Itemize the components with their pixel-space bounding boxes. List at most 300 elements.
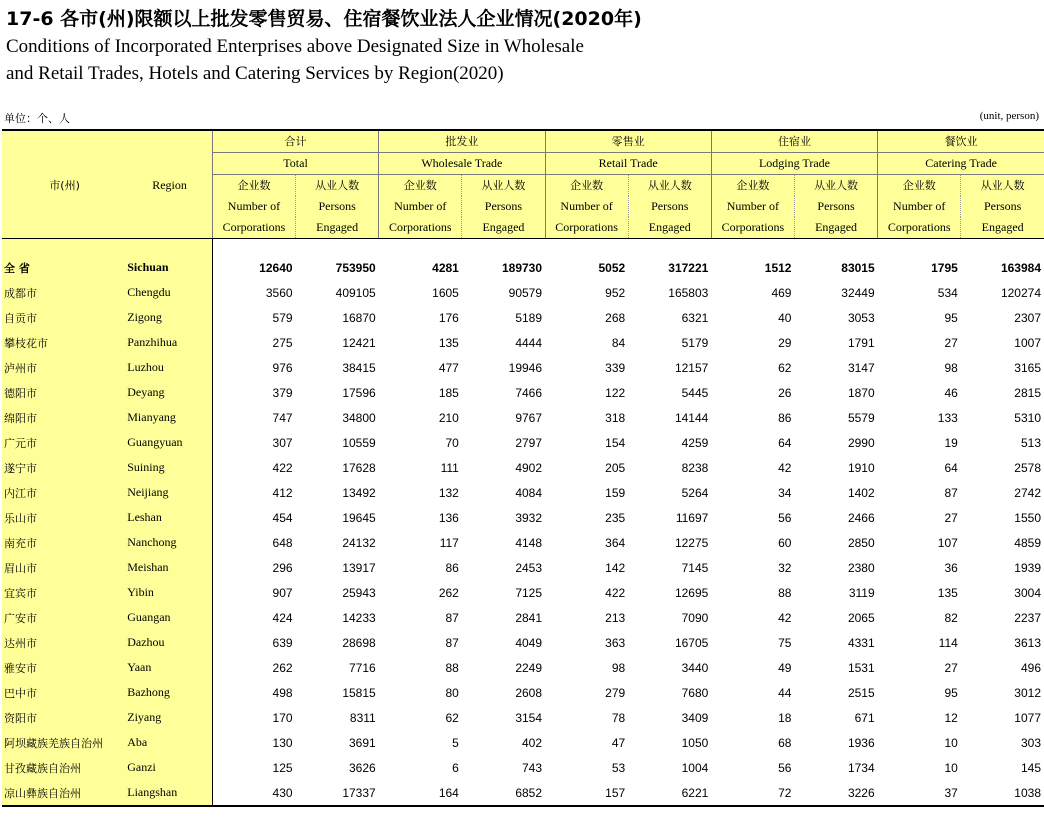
value-cell: 117 [439,535,459,550]
table-row [2,455,1044,480]
value-cell: 12421 [342,335,376,350]
value-cell: 176 [438,310,459,325]
value-cell: 1077 [1014,710,1041,725]
value-cell: 10559 [342,435,376,450]
value-cell: 46 [944,385,958,400]
subheader-corp-en1: Number of [379,196,462,217]
value-cell: 477 [438,360,459,375]
subheader-persons-cn: 从业人数 [628,175,711,197]
table-row [2,255,1044,280]
value-cell: 4902 [515,460,543,475]
value-cell: 98 [944,360,958,375]
subheader-corp-cn: 企业数 [212,175,295,197]
value-cell: 18 [778,710,792,725]
value-cell: 1550 [1014,510,1041,525]
value-cell: 235 [605,510,626,525]
value-cell: 163984 [1000,260,1041,275]
region-name-en: Zigong [127,305,212,330]
region-name-en: Suining [127,455,212,480]
value-cell: 1605 [432,285,459,300]
subheader-corp-cn: 企业数 [379,175,462,197]
value-cell: 498 [212,680,295,705]
value-cell: 62 [445,710,459,725]
value-cell: 19645 [342,510,376,525]
region-name-cn: 自贡市 [2,305,127,330]
group-header-wholesale-en: Wholesale Trade [379,153,545,175]
value-cell: 170 [212,705,295,730]
value-cell: 422 [212,455,295,480]
value-cell: 165803 [668,285,709,300]
value-cell: 80 [445,685,459,700]
value-cell: 5579 [847,410,875,425]
table-row [2,630,1044,655]
value-cell: 3626 [349,760,376,775]
value-cell: 2608 [515,685,543,700]
value-cell: 952 [605,285,626,300]
table-row [2,755,1044,780]
table-row [2,430,1044,455]
value-cell: 135 [438,335,459,350]
value-cell: 13917 [342,560,376,575]
value-cell: 454 [212,505,295,530]
table-row [2,705,1044,730]
value-cell: 3004 [1014,585,1041,600]
value-cell: 62 [778,360,792,375]
value-cell: 2237 [1014,610,1041,625]
value-cell: 2815 [1014,385,1041,400]
value-cell: 1734 [847,760,875,775]
group-header-catering-en: Catering Trade [878,153,1044,175]
region-name-en: Chengdu [127,280,212,305]
table-row [2,655,1044,680]
value-cell: 1402 [847,485,875,500]
value-cell: 262 [438,585,459,600]
value-cell: 4281 [432,260,459,275]
value-cell: 90579 [508,285,543,300]
region-name-en: Aba [127,730,212,755]
value-cell: 7680 [681,685,709,700]
value-cell: 2742 [1014,485,1041,500]
value-cell: 2841 [515,610,543,625]
subheader-persons-en2: Engaged [462,217,545,239]
subheader-persons-en1: Persons [961,196,1044,217]
value-cell: 5179 [681,335,709,350]
subheader-persons-en1: Persons [628,196,711,217]
value-cell: 279 [605,685,626,700]
value-cell: 157 [545,780,628,806]
subheader-persons-cn: 从业人数 [794,175,877,197]
region-name-en: Bazhong [127,680,212,705]
subheader-corp-cn: 企业数 [545,175,628,197]
value-cell: 1050 [681,735,709,750]
value-cell: 86 [778,410,792,425]
subheader-corp-en2: Corporations [545,217,628,239]
value-cell: 2380 [847,560,875,575]
value-cell: 7716 [349,660,376,675]
value-cell: 87 [944,485,958,500]
value-cell: 70 [445,435,459,450]
region-name-en: Panzhihua [127,330,212,355]
value-cell: 671 [854,710,875,725]
group-header-wholesale: 批发业 [379,130,545,153]
value-cell: 579 [212,305,295,330]
subheader-corp-en1: Number of [212,196,295,217]
region-name-en: Guangan [127,605,212,630]
value-cell: 98 [611,660,626,675]
group-header-catering: 餐饮业 [878,130,1044,153]
column-header-region: Region [127,175,212,197]
subheader-corp-cn: 企业数 [878,175,961,197]
value-cell: 47 [611,735,626,750]
value-cell: 42 [778,460,792,475]
value-cell: 4444 [515,335,543,350]
value-cell: 87 [445,635,459,650]
value-cell: 17628 [342,460,376,475]
value-cell: 185 [438,385,459,400]
value-cell: 75 [778,635,792,650]
value-cell: 56 [778,510,792,525]
value-cell: 34 [778,485,792,500]
value-cell: 3440 [681,660,709,675]
region-name-en: Liangshan [127,780,212,806]
value-cell: 307 [212,430,295,455]
value-cell: 1939 [1014,560,1041,575]
subheader-corp-cn: 企业数 [711,175,794,197]
value-cell: 37 [878,780,961,806]
value-cell: 78 [611,710,626,725]
value-cell: 14144 [674,410,709,425]
region-name-en: Mianyang [127,405,212,430]
value-cell: 296 [212,555,295,580]
value-cell: 5264 [681,485,709,500]
subheader-corp-en2: Corporations [878,217,961,239]
value-cell: 2466 [847,510,875,525]
page-title-en-line2: and Retail Trades, Hotels and Catering Services by Region(2020) [6,63,504,84]
value-cell: 88 [778,585,792,600]
value-cell: 5310 [1014,410,1041,425]
value-cell: 3691 [349,735,376,750]
subheader-persons-en2: Engaged [628,217,711,239]
value-cell: 2307 [1014,310,1041,325]
value-cell: 6 [452,760,459,775]
region-name-cn: 遂宁市 [2,455,127,480]
value-cell: 142 [605,560,626,575]
value-cell: 648 [212,530,295,555]
value-cell: 318 [605,410,626,425]
subheader-persons-en1: Persons [462,196,545,217]
value-cell: 364 [605,535,626,550]
value-cell: 42 [778,610,792,625]
table-row [2,355,1044,380]
value-cell: 3226 [794,780,877,806]
region-name-en: Neijiang [127,480,212,505]
value-cell: 12157 [674,360,709,375]
value-cell: 12695 [674,585,709,600]
value-cell: 8238 [681,460,709,475]
value-cell: 60 [778,535,792,550]
value-cell: 84 [611,335,626,350]
value-cell: 3119 [848,585,875,600]
value-cell: 1531 [847,660,875,675]
value-cell: 53 [611,760,626,775]
value-cell: 496 [1020,660,1041,675]
value-cell: 412 [212,480,295,505]
subheader-corp-en1: Number of [545,196,628,217]
region-name-cn: 乐山市 [2,505,127,530]
value-cell: 13492 [342,485,376,500]
value-cell: 132 [438,485,459,500]
value-cell: 363 [605,635,626,650]
value-cell: 4148 [515,535,543,550]
value-cell: 135 [937,585,958,600]
value-cell: 1936 [847,735,875,750]
value-cell: 16705 [674,635,709,650]
value-cell: 27 [944,660,958,675]
subheader-corp-en1: Number of [878,196,961,217]
region-name-cn: 绵阳市 [2,405,127,430]
value-cell: 6221 [628,780,711,806]
column-header-city: 市(州) [2,175,127,197]
subheader-persons-en2: Engaged [961,217,1044,239]
value-cell: 1007 [1014,335,1041,350]
value-cell: 11697 [675,510,709,525]
region-name-cn: 达州市 [2,630,127,655]
group-header-total: 合计 [212,130,378,153]
region-name-cn: 成都市 [2,280,127,305]
subheader-persons-en1: Persons [794,196,877,217]
value-cell: 64 [944,460,958,475]
value-cell: 4331 [847,635,875,650]
value-cell: 534 [937,285,958,300]
subheader-corp-en2: Corporations [379,217,462,239]
region-name-cn: 宜宾市 [2,580,127,605]
value-cell: 205 [605,460,626,475]
table-row [2,780,1044,806]
table-row [2,555,1044,580]
subheader-corp-en2: Corporations [212,217,295,239]
table-row [2,530,1044,555]
region-name-cn: 泸州市 [2,355,127,380]
value-cell: 9767 [515,410,543,425]
value-cell: 3613 [1014,635,1041,650]
table-row [2,305,1044,330]
value-cell: 2249 [515,660,543,675]
group-header-retail: 零售业 [545,130,711,153]
unit-label-en: (unit, person) [979,110,1039,122]
region-name-cn: 南充市 [2,530,127,555]
value-cell: 1512 [764,260,792,275]
value-cell: 83015 [841,260,875,275]
value-cell: 114 [938,635,958,650]
value-cell: 5189 [515,310,543,325]
value-cell: 189730 [501,260,543,275]
region-name-cn: 凉山彝族自治州 [2,780,127,806]
value-cell: 210 [438,410,459,425]
value-cell: 26 [778,385,792,400]
value-cell: 12640 [212,255,295,280]
value-cell: 12 [944,710,958,725]
subheader-persons-cn: 从业人数 [462,175,545,197]
value-cell: 2578 [1014,460,1041,475]
value-cell: 7466 [515,385,543,400]
group-header-lodging-en: Lodging Trade [711,153,877,175]
value-cell: 268 [605,310,626,325]
region-name-en: Yibin [127,580,212,605]
value-cell: 12275 [674,535,709,550]
region-name-cn: 攀枝花市 [2,330,127,355]
value-cell: 10 [944,735,958,750]
value-cell: 32 [778,560,792,575]
region-name-cn: 资阳市 [2,705,127,730]
value-cell: 2797 [515,435,543,450]
value-cell: 5 [452,735,459,750]
region-name-en: Meishan [127,555,212,580]
value-cell: 303 [1020,735,1041,750]
value-cell: 3012 [1014,685,1041,700]
value-cell: 3932 [515,510,543,525]
value-cell: 15815 [342,685,376,700]
value-cell: 107 [937,535,958,550]
value-cell: 24132 [342,535,376,550]
value-cell: 2990 [847,435,875,450]
value-cell: 3165 [1014,360,1041,375]
value-cell: 95 [944,310,958,325]
value-cell: 49 [778,660,792,675]
subheader-persons-en2: Engaged [794,217,877,239]
region-name-en: Guangyuan [127,430,212,455]
value-cell: 28698 [342,635,376,650]
value-cell: 159 [605,485,626,500]
value-cell: 422 [605,585,626,600]
table-row [2,730,1044,755]
value-cell: 154 [605,435,626,450]
value-cell: 44 [778,685,792,700]
table-header [2,130,1044,239]
value-cell: 19 [944,435,958,450]
value-cell: 32449 [841,285,875,300]
region-name-en: Nanchong [127,530,212,555]
value-cell: 262 [212,655,295,680]
value-cell: 2515 [847,685,875,700]
value-cell: 6321 [681,310,709,325]
value-cell: 7090 [681,610,709,625]
value-cell: 7145 [681,560,709,575]
region-name-cn: 阿坝藏族羌族自治州 [2,730,127,755]
value-cell: 27 [944,335,958,350]
value-cell: 25943 [342,585,376,600]
value-cell: 1910 [847,460,875,475]
table-row [2,505,1044,530]
value-cell: 19946 [508,360,543,375]
page-title-cn: 17-6 各市(州)限额以上批发零售贸易、住宿餐饮业法人企业情况(2020年) [6,8,642,30]
region-name-en: Ganzi [127,755,212,780]
value-cell: 339 [605,360,626,375]
region-name-cn: 广元市 [2,430,127,455]
value-cell: 3147 [847,360,875,375]
value-cell: 213 [605,610,626,625]
value-cell: 72 [711,780,794,806]
page-title-en-line1: Conditions of Incorporated Enterprises above Designated Size in Wholesale [6,36,584,57]
value-cell: 88 [445,660,459,675]
table-body [2,239,1044,807]
table-row [2,380,1044,405]
value-cell: 430 [212,780,295,806]
value-cell: 976 [212,355,295,380]
value-cell: 409105 [335,285,376,300]
value-cell: 1038 [961,780,1044,806]
value-cell: 3409 [681,710,709,725]
table-row [2,330,1044,355]
region-name-en: Ziyang [127,705,212,730]
value-cell: 2850 [847,535,875,550]
value-cell: 14233 [342,610,376,625]
value-cell: 402 [521,735,543,750]
region-name-cn: 内江市 [2,480,127,505]
value-cell: 36 [944,560,958,575]
table-row [2,280,1044,305]
region-name-cn: 雅安市 [2,655,127,680]
region-name-en: Deyang [127,380,212,405]
region-name-cn: 德阳市 [2,380,127,405]
value-cell: 56 [778,760,792,775]
region-name-en: Yaan [127,655,212,680]
value-cell: 907 [212,580,295,605]
value-cell: 29 [778,335,792,350]
value-cell: 86 [445,560,459,575]
region-name-en: Dazhou [127,630,212,655]
value-cell: 7125 [515,585,543,600]
subheader-corp-en2: Corporations [711,217,794,239]
region-name-cn: 甘孜藏族自治州 [2,755,127,780]
value-cell: 639 [212,630,295,655]
value-cell: 317221 [668,260,709,275]
value-cell: 743 [521,760,543,775]
value-cell: 4084 [515,485,543,500]
value-cell: 10 [944,760,958,775]
value-cell: 2453 [515,560,543,575]
table-row [2,580,1044,605]
value-cell: 8311 [349,710,376,725]
region-name-cn: 全 省 [2,255,127,280]
value-cell: 17596 [342,385,376,400]
value-cell: 1870 [847,385,875,400]
value-cell: 40 [778,310,792,325]
table-row [2,605,1044,630]
value-cell: 122 [605,385,626,400]
region-name-cn: 眉山市 [2,555,127,580]
value-cell: 4259 [681,435,709,450]
value-cell: 6852 [462,780,545,806]
value-cell: 3154 [515,710,543,725]
value-cell: 82 [944,610,958,625]
group-header-retail-en: Retail Trade [545,153,711,175]
subheader-persons-cn: 从业人数 [961,175,1044,197]
value-cell: 87 [445,610,459,625]
region-name-cn: 广安市 [2,605,127,630]
value-cell: 275 [212,330,295,355]
subheader-persons-en1: Persons [296,196,379,217]
value-cell: 753950 [335,260,376,275]
value-cell: 16870 [342,310,376,325]
value-cell: 513 [1020,435,1041,450]
value-cell: 4049 [515,635,543,650]
value-cell: 17337 [296,780,379,806]
value-cell: 5445 [681,385,709,400]
value-cell: 27 [944,510,958,525]
subheader-persons-cn: 从业人数 [296,175,379,197]
value-cell: 95 [944,685,958,700]
value-cell: 34800 [342,410,376,425]
